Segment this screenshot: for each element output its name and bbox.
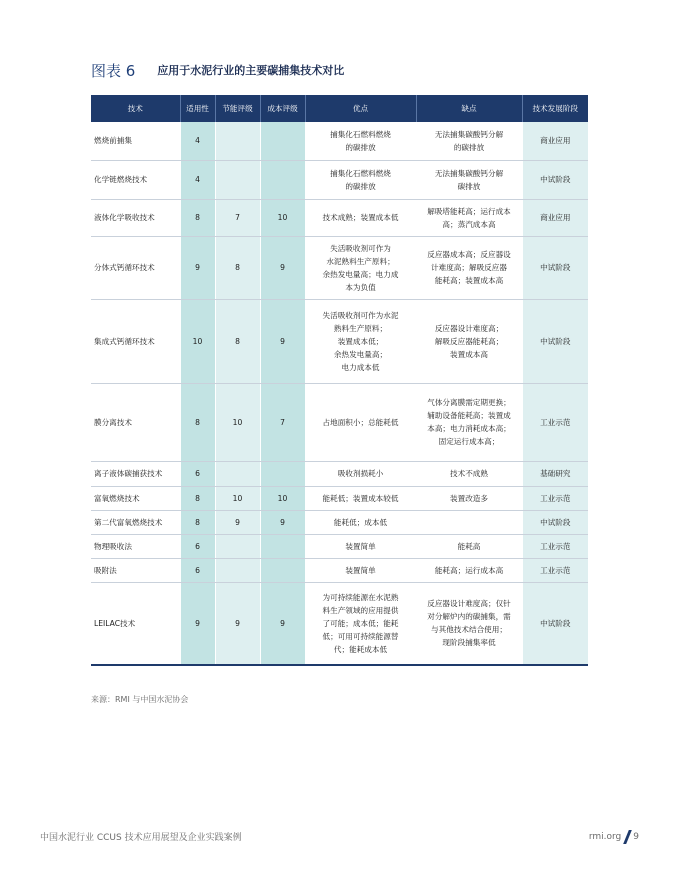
cell-pros: 能耗低；成本低 (305, 510, 416, 534)
cell-stage: 工业示范 (522, 534, 588, 558)
cell-cost-rating: 9 (260, 582, 305, 665)
cell-pros: 装置简单 (305, 534, 416, 558)
cell-cons: 无法捕集碳酸钙分解 的碳排放 (416, 122, 522, 160)
footer-page-info (589, 830, 639, 844)
table-row (91, 558, 588, 582)
table-row (91, 383, 588, 461)
cell-applicability: 8 (180, 383, 215, 461)
cell-pros: 占地面积小；总能耗低 (305, 383, 416, 461)
cell-tech: 集成式钙循环技术 (91, 299, 180, 383)
header-applicability: 适用性 (180, 95, 215, 122)
table-row (91, 534, 588, 558)
cell-tech: 分体式钙循环技术 (91, 236, 180, 299)
cell-stage: 工业示范 (522, 383, 588, 461)
header-cons: 缺点 (416, 95, 522, 122)
cell-cost-rating (260, 461, 305, 486)
cell-applicability: 4 (180, 122, 215, 160)
cell-cost-rating (260, 534, 305, 558)
cell-cost-rating: 9 (260, 510, 305, 534)
cell-applicability: 9 (180, 582, 215, 665)
cell-stage: 商业应用 (522, 122, 588, 160)
cell-pros: 吸收剂损耗小 (305, 461, 416, 486)
table-row (91, 236, 588, 299)
cell-cons: 技术不成熟 (416, 461, 522, 486)
cell-cons: 解吸塔能耗高；运行成本 高；蒸汽成本高 (416, 199, 522, 236)
cell-cons: 能耗高；运行成本高 (416, 558, 522, 582)
cell-cons: 装置改造多 (416, 486, 522, 510)
header-energy-rating: 节能评级 (215, 95, 260, 122)
cell-energy-rating (215, 534, 260, 558)
cell-tech: 物理吸收法 (91, 534, 180, 558)
table-row (91, 122, 588, 160)
cell-cons: 无法捕集碳酸钙分解 碳排放 (416, 160, 522, 199)
footer-site-link[interactable]: rmi.org (588, 832, 622, 842)
table-header-row (91, 95, 588, 122)
cell-stage: 工业示范 (522, 558, 588, 582)
cell-cost-rating: 7 (260, 383, 305, 461)
cell-energy-rating: 9 (215, 510, 260, 534)
cell-stage: 商业应用 (522, 199, 588, 236)
cell-applicability: 8 (180, 486, 215, 510)
table-row (91, 461, 588, 486)
cell-cost-rating: 10 (260, 486, 305, 510)
table-row (91, 582, 588, 665)
cell-energy-rating (215, 558, 260, 582)
cell-energy-rating: 8 (215, 299, 260, 383)
cell-pros: 装置简单 (305, 558, 416, 582)
cell-tech: 离子液体碳捕获技术 (91, 461, 180, 486)
cell-tech: 富氧燃烧技术 (91, 486, 180, 510)
cell-cost-rating (260, 122, 305, 160)
cell-pros: 为可持续能源在水泥熟 料生产领域的应用提供 了可能；成本低；能耗 低；可用可持续能源替 代；能耗成本低 (305, 582, 416, 665)
figure-label: 图表 6 (91, 61, 136, 80)
cell-tech: 燃烧前捕集 (91, 122, 180, 160)
cell-stage: 中试阶段 (522, 236, 588, 299)
comparison-table (91, 95, 588, 666)
cell-tech: 第二代富氧燃烧技术 (91, 510, 180, 534)
cell-energy-rating: 10 (215, 383, 260, 461)
table-row (91, 199, 588, 236)
cell-tech: LEILAC技术 (91, 582, 180, 665)
cell-applicability: 10 (180, 299, 215, 383)
cell-cons: 反应器成本高；反应器设 计难度高；解吸反应器 能耗高；装置成本高 (416, 236, 522, 299)
cell-pros: 失活吸收剂可作为水泥 熟料生产原料； 装置成本低； 余热发电量高； 电力成本低 (305, 299, 416, 383)
header-cost-rating: 成本评级 (260, 95, 305, 122)
cell-energy-rating: 8 (215, 236, 260, 299)
cell-tech: 膜分离技术 (91, 383, 180, 461)
header-pros: 优点 (305, 95, 416, 122)
table-row (91, 510, 588, 534)
cell-pros: 技术成熟；装置成本低 (305, 199, 416, 236)
cell-tech: 液体化学吸收技术 (91, 199, 180, 236)
cell-stage: 基础研究 (522, 461, 588, 486)
cell-stage: 中试阶段 (522, 299, 588, 383)
cell-cons: 能耗高 (416, 534, 522, 558)
cell-pros: 能耗低；装置成本较低 (305, 486, 416, 510)
footer-publication: 中国水泥行业 CCUS 技术应用展望及企业实践案例 (40, 833, 242, 843)
cell-cons: 反应器设计难度高；仅针 对分解炉内的碳捕集，需 与其他技术结合使用； 现阶段捕集率低 (416, 582, 522, 665)
source-note: 来源：RMI 与中国水泥协会 (91, 695, 189, 704)
cell-pros: 捕集化石燃料燃烧 的碳排放 (305, 122, 416, 160)
cell-cost-rating: 10 (260, 199, 305, 236)
header-stage: 技术发展阶段 (522, 95, 588, 122)
cell-applicability: 8 (180, 199, 215, 236)
cell-cost-rating: 9 (260, 299, 305, 383)
slash-icon (623, 830, 632, 844)
cell-energy-rating (215, 461, 260, 486)
cell-energy-rating: 7 (215, 199, 260, 236)
cell-cost-rating: 9 (260, 236, 305, 299)
cell-applicability: 9 (180, 236, 215, 299)
header-tech: 技术 (91, 95, 180, 122)
cell-pros: 捕集化石燃料燃烧 的碳排放 (305, 160, 416, 199)
cell-cons (416, 510, 522, 534)
cell-stage: 工业示范 (522, 486, 588, 510)
cell-energy-rating (215, 160, 260, 199)
cell-tech: 吸附法 (91, 558, 180, 582)
cell-stage: 中试阶段 (522, 160, 588, 199)
cell-cons: 气体分离膜需定期更换； 辅助设备能耗高；装置成 本高；电力消耗成本高； 固定运行成本高； (416, 383, 522, 461)
cell-stage: 中试阶段 (522, 582, 588, 665)
cell-applicability: 6 (180, 534, 215, 558)
cell-applicability: 6 (180, 461, 215, 486)
cell-stage: 中试阶段 (522, 510, 588, 534)
cell-applicability: 6 (180, 558, 215, 582)
cell-cost-rating (260, 558, 305, 582)
cell-applicability: 8 (180, 510, 215, 534)
cell-cons: 反应器设计难度高； 解吸反应器能耗高； 装置成本高 (416, 299, 522, 383)
table-row (91, 160, 588, 199)
table-row (91, 486, 588, 510)
page-number: 9 (633, 832, 639, 842)
cell-tech: 化学链燃烧技术 (91, 160, 180, 199)
figure-title: 应用于水泥行业的主要碳捕集技术对比 (157, 64, 345, 77)
cell-cost-rating (260, 160, 305, 199)
table-row (91, 299, 588, 383)
cell-pros: 失活吸收剂可作为 水泥熟料生产原料； 余热发电量高；电力成 本为负值 (305, 236, 416, 299)
cell-energy-rating: 10 (215, 486, 260, 510)
figure-header (91, 60, 344, 80)
cell-applicability: 4 (180, 160, 215, 199)
cell-energy-rating: 9 (215, 582, 260, 665)
cell-energy-rating (215, 122, 260, 160)
